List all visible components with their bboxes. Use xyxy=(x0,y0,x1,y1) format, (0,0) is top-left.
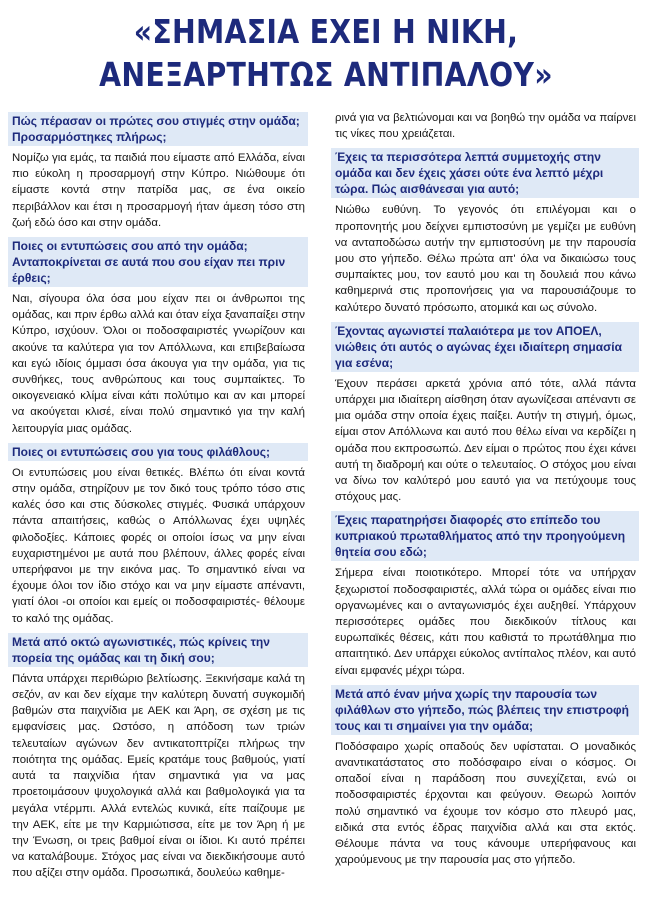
qa-block xyxy=(331,511,639,678)
answer: Ναι, σίγουρα όλα όσα μου είχαν πει οι άνθρωποι της ομάδας, και πριν έρθω αλλά και όταν είχα ξαναπαίξει στην Κύπρο, ισχύουν. Όλοι οι ποδοσφαιριστές γνωρίζουν και ακούνε τα καλύτερα για τον Απόλλωνα, και επιβεβαίωσα και εγώ ιδίοις όμμασι όσα άκουγα για την ομάδα, για τις συνθήκες, τους ανθρώπους και τους συμπαίκτες. Το οικογενειακό κλίμα είναι κάτι πολύτιμο και αν και μπορεί να ακούγεται κλισέ, είναι πολύ σημαντικό για την καλή λειτουργία μιας ομάδας. xyxy=(12,293,305,435)
article-headline xyxy=(58,10,595,96)
qa-block xyxy=(331,685,639,869)
answer: Σήμερα είναι ποιοτικότερο. Μπορεί τότε να υπήρχαν ξεχωριστοί ποδοσφαιριστές, αλλά τώρα οι ομάδες είναι πιο οργανωμένες και ο ανταγωνισμός έχει αυξηθεί. Υπάρχουν περισσότερες ομάδες που διεκδικούν τίτλους και ευρωπαϊκές θέσεις, κάτι που καθιστά το πρωτάθλημα πιο απαιτητικό. Δεν υπάρχει εύκολος αντίπαλος πλέον, και αυτό είναι εμφανές μέχρι τώρα. xyxy=(335,567,636,677)
question: Ποιες οι εντυπώσεις σου για τους φιλάθλους; xyxy=(8,443,308,461)
answer-continuation: ρινά για να βελτιώνομαι και να βοηθώ την ομάδα να παίρνει τις νίκες που χρειάζεται. xyxy=(335,112,636,141)
answer: Νομίζω για εμάς, τα παιδιά που είμαστε από Ελλάδα, είναι πιο εύκολη η προσαρμογή στην Κύπρο. Νιώθουμε ότι είμαστε κοντά στην πατρίδα μας, σε ένα οικείο περιβάλλον και έτσι η προσαρμογή ήταν άμεση τόσο στη ζωή εδώ όσο και στην ομάδα. xyxy=(12,152,305,229)
qa-block xyxy=(8,633,308,882)
right-column xyxy=(331,110,639,869)
question: Μετά από έναν μήνα χωρίς την παρουσία των φιλάθλων στο γήπεδο, πώς βλέπεις την επιστροφή τους και τι σημαίνει για την ομάδα; xyxy=(331,685,639,735)
qa-block xyxy=(331,148,639,315)
answer: Πάντα υπάρχει περιθώριο βελτίωσης. Ξεκινήσαμε καλά τη σεζόν, αν και δεν είχαμε την καλύτερη δυνατή συγκομιδή βαθμών στα παιχνίδια με ΑΕΚ και Άρη, σε σχέση με τις εμφανίσεις μας. Ωστόσο, η απόδοση των τριών τελευταίων αγώνων δεν αντικατοπτρίζει πλήρως την ποιότητα της ομάδας. Εμείς κρατάμε τους βαθμούς, γιατί αυτά τα παιχνίδια ήταν σημαντικά για να μας προετοιμάσουν ψυχολογικά αλλά και βαθμολογικά για τα μεγάλα ντέρμπι. Αλλά εντελώς κυνικά, είτε παίζουμε με την ΑΕΚ, είτε με την Καρμιώτισσα, είτε με τον Άρη ή με την Ένωση, οι τρεις βαθμοί είναι οι ίδιοι. Κι αυτό πρέπει να καταλάβουμε. Στόχος μας είναι να διεκδικήσουμε αυτό που αξίζει στην ομάδα. Προσωπικά, δουλεύω καθημε- xyxy=(12,672,305,880)
answer: Οι εντυπώσεις μου είναι θετικές. Βλέπω ότι είναι κοντά στην ομάδα, στηρίζουν με τον δικό τους τρόπο τόσο στις καλές όσο και στις δύσκολες στιγμές. Φυσικά υπάρχουν πάντα απαιτήσεις, καθώς ο Απόλλωνας έχει υψηλές φιλοδοξίες. Κάποιες φορές οι οποίοι ίσως να μην είναι ευχαριστημένοι με αυτά που βλέπουν, άλλες φορές είναι υπερήφανοι με την εικόνα μας. Το σημαντικό είναι να έχουμε όλοι τον ίδιο στόχο και να μην είμαστε απέναντι, γιατί όλοι -οι οποίοι και εμείς οι ποδοσφαιριστές- θέλουμε το καλό της ομάδας. xyxy=(12,466,305,625)
left-column xyxy=(8,112,308,882)
qa-block xyxy=(8,443,308,627)
question: Έχοντας αγωνιστεί παλαιότερα με τον ΑΠΟΕΛ, νιώθεις ότι αυτός ο αγώνας έχει ιδιαίτερη σημασία για εσένα; xyxy=(331,322,639,372)
answer: Νιώθω ευθύνη. Το γεγονός ότι επιλέγομαι και ο προπονητής μου δείχνει εμπιστοσύνη με γεμίζει με ευθύνη να ανταποδώσω αυτήν την εμπιστοσύνη με την παρουσία μου στο γήπεδο. Θέλω πρώτα απ' όλα να δικαιώσω τους συμπαίκτες μου, τον εαυτό μου και τη δουλειά που κάνω καθημερινά στις προπονήσεις για να παρουσιάζουμε το καλύτερο δυνατό πρόσωπο, ατομικά και ως σύνολο. xyxy=(335,204,636,314)
headline-line-2: ΑΝΕΞΑΡΤΗΤΩΣ ΑΝΤΙΠΑΛΟΥ» xyxy=(99,55,553,94)
question: Μετά από οκτώ αγωνιστικές, πώς κρίνεις την πορεία της ομάδας και τη δική σου; xyxy=(8,633,308,667)
headline-line-1: «ΣΗΜΑΣΙΑ ΕΧΕΙ Η ΝΙΚΗ, xyxy=(133,12,519,51)
answer: Έχουν περάσει αρκετά χρόνια από τότε, αλλά πάντα υπάρχει μια ιδιαίτερη αίσθηση όταν αγωνίζεσαι απέναντι σε μια ομάδα στην οποία έχεις παίξει. Αυτήν τη στιγμή, όμως, είμαι στον Απόλλωνα και αυτό που θέλω είναι να κερδίζει η ομάδα που εκπροσωπώ. Δεν είμαι ο πρώτος που έχει κάνει αυτή τη διαδρομή και ούτε ο τελευταίος. Ο στόχος μου είναι να δίνω τον καλύτερό μου εαυτό για να πετύχουμε τους στόχους μας. xyxy=(335,377,636,504)
answer: Ποδόσφαιρο χωρίς οπαδούς δεν υφίσταται. Ο μοναδικός αναντικατάστατος στο ποδόσφαιρο είναι ο κόσμος. Οι οπαδοί είναι η παράδοση που συνεχίζεται, ενώ οι ποδοσφαιριστές έρχονται και φεύγουν. Θεωρώ λοιπόν πολύ σημαντικό να έχουμε τον κόσμο στο πλευρό μας, ειδικά στα εντός έδρας παιχνίδια αλλά και στα εκτός. Θέλουμε πάντα να τους κάνουμε υπερήφανους και χαρούμενους με την παρουσία μας στο γήπεδο. xyxy=(335,740,636,867)
question: Πώς πέρασαν οι πρώτες σου στιγμές στην ομάδα; Προσαρμόστηκες πλήρως; xyxy=(8,112,308,146)
qa-block xyxy=(8,112,308,231)
question: Έχεις παρατηρήσει διαφορές στο επίπεδο του κυπριακού πρωταθλήματος από την προηγούμενη θητεία σου εδώ; xyxy=(331,511,639,561)
question: Ποιες οι εντυπώσεις σου από την ομάδα; Ανταποκρίνεται σε αυτά που σου είχαν πει πριν έρθεις; xyxy=(8,237,308,287)
question: Έχεις τα περισσότερα λεπτά συμμετοχής στην ομάδα και δεν έχεις χάσει ούτε ένα λεπτό μέχρι τώρα. Πώς αισθάνεσαι για αυτό; xyxy=(331,148,639,198)
qa-block xyxy=(331,322,639,506)
qa-block xyxy=(8,237,308,437)
